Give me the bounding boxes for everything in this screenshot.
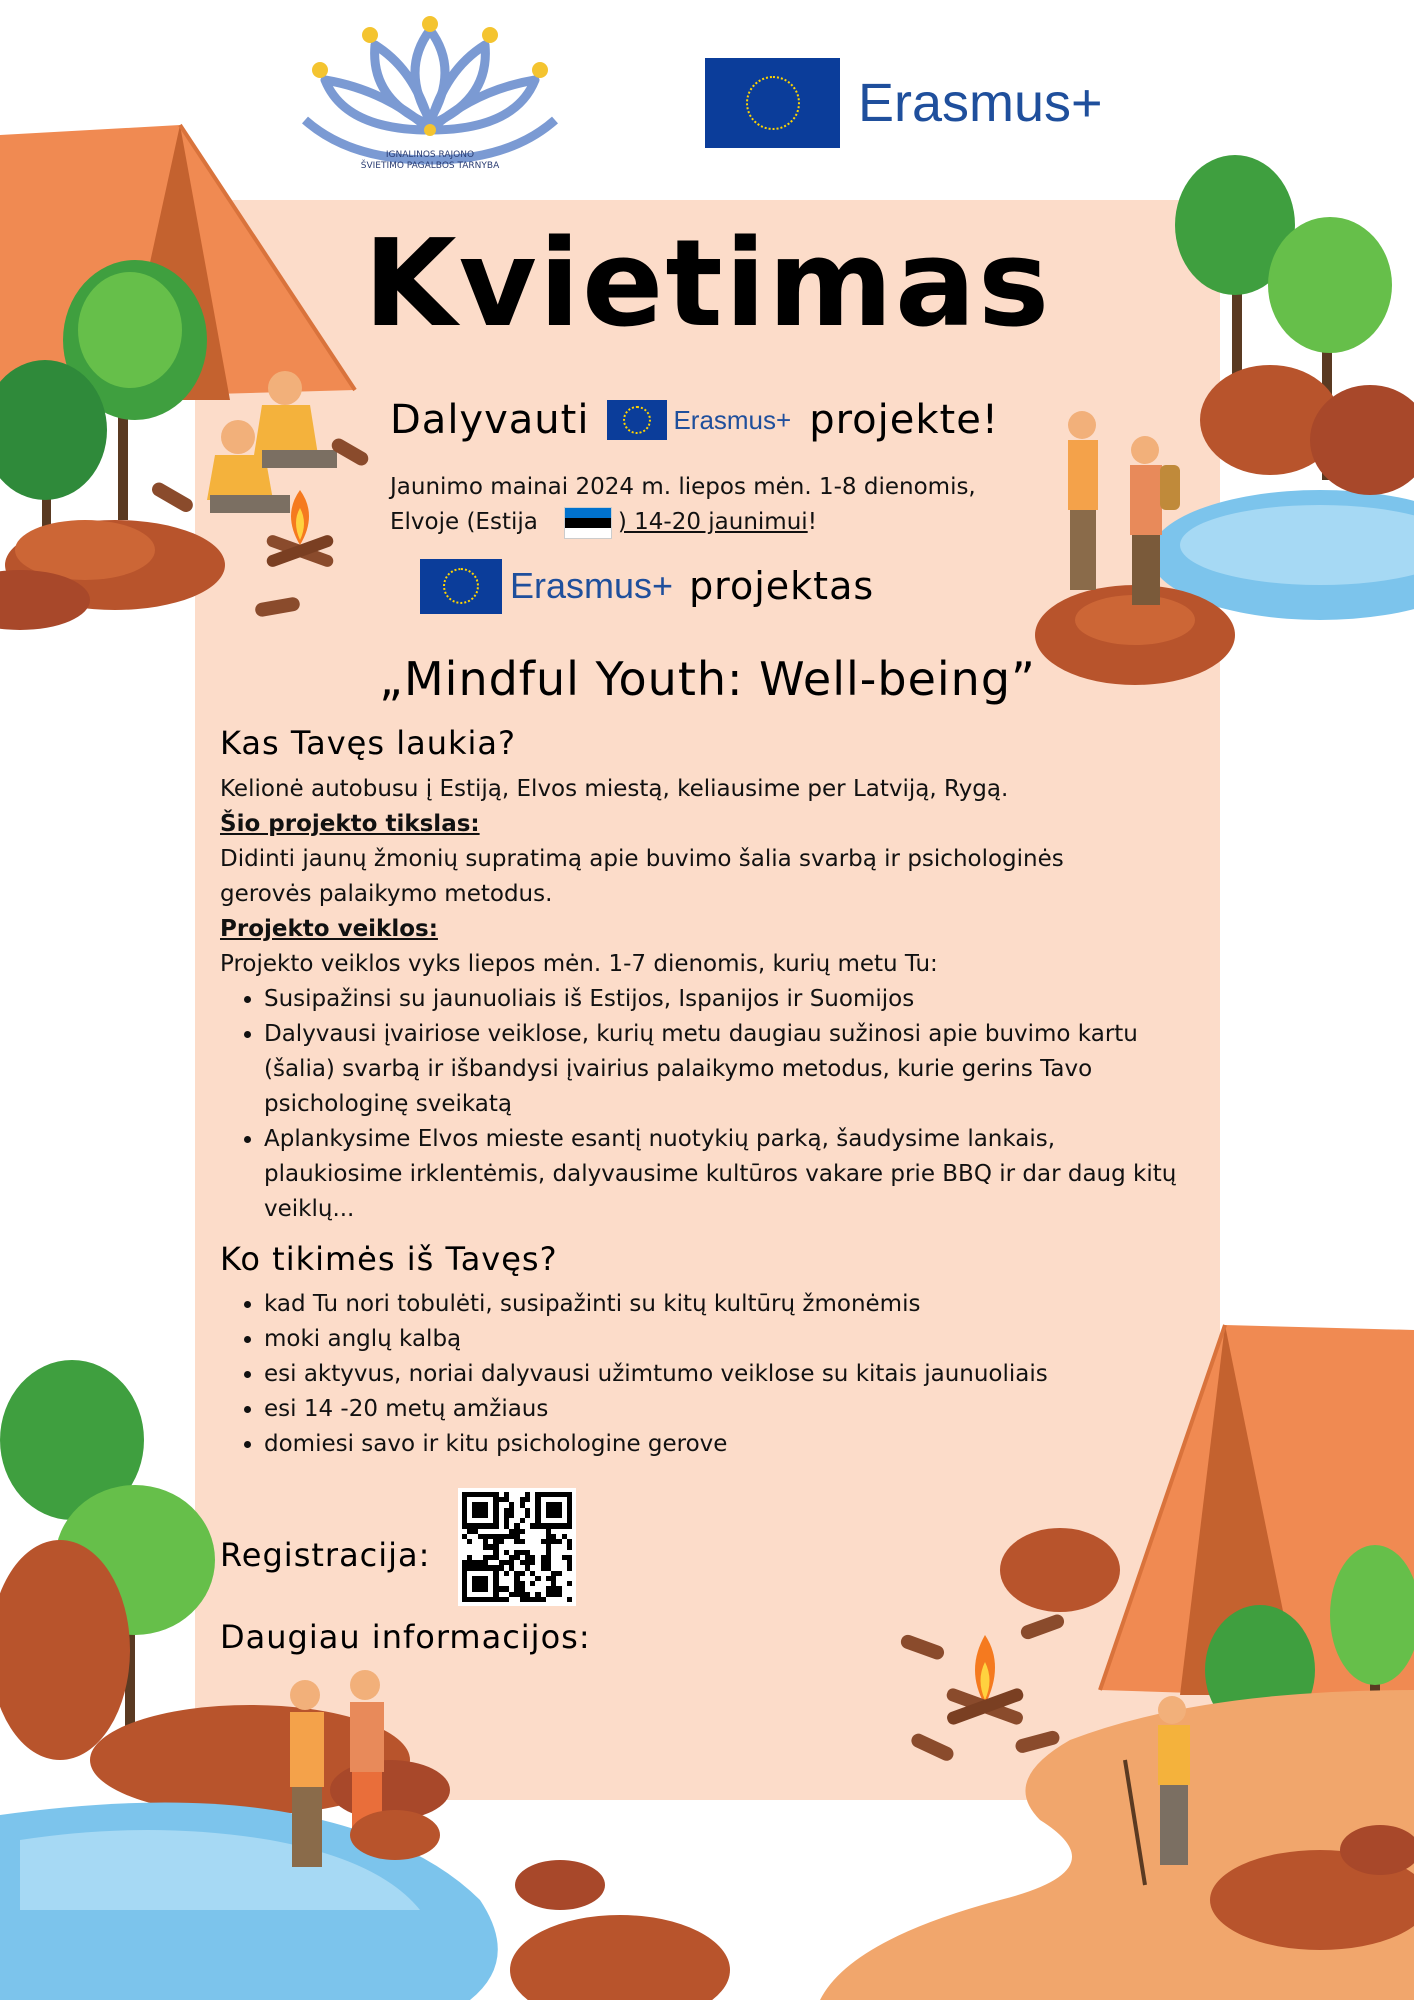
more-info-label: Daugiau informacijos: [220, 1618, 591, 1656]
invite-after: projekte! [809, 397, 999, 443]
registration-label: Registracija: [220, 1536, 431, 1574]
intro-line-1: Jaunimo mainai 2024 m. liepos mėn. 1-8 dienomis, [390, 474, 976, 500]
intro-line-2-start: Elvoje (Estija [390, 509, 538, 535]
goal-label: Šio projekto tikslas: [220, 811, 480, 837]
logo-line-1: IGNALINOS RAJONO [385, 150, 475, 160]
list-item: • esi 14 -20 metų amžiaus [264, 1392, 1200, 1427]
invite-before: Dalyvauti [390, 397, 590, 443]
eu-flag-icon [705, 58, 840, 148]
erasmus-logo-text: Erasmus+ [858, 73, 1103, 133]
erasmus-logo-top [705, 58, 1165, 148]
list-item: • Aplankysime Elvos mieste esantį nuotykių parką, šaudysime lankais, plaukiosime irklentėmis, dalyvausime kultūros vakare prie BBQ ir dar daug kitų veiklų... [264, 1122, 1184, 1227]
expectations-list [220, 1287, 1200, 1462]
activities-label: Projekto veiklos: [220, 916, 438, 942]
ignalina-logo [290, 10, 570, 180]
logo-line-2: ŠVIETIMO PAGALBOS TARNYBA [360, 161, 500, 171]
registration-qr-code[interactable] [458, 1488, 576, 1606]
section1-p1: Kelionė autobusu į Estiją, Elvos miestą, keliausime per Latviją, Rygą. [220, 776, 1009, 802]
goal-text-1: Didinti jaunų žmonių supratimą apie buvimo šalia svarbą ir psichologinės [220, 846, 1064, 872]
list-item: • Dalyvausi įvairiose veiklose, kurių metu daugiau sužinosi apie buvimo kartu (šalia) svarbą ir išbandysi įvairius palaikymo metodus, kurie gerins Tavo psichologinę sveikatą [264, 1017, 1184, 1122]
invite-line [390, 392, 999, 448]
goal-text-2: gerovės palaikymo metodus. [220, 881, 553, 907]
page-title: Kvietimas [363, 215, 1052, 354]
project-brand: Erasmus+ [510, 565, 674, 606]
eu-flag-icon [607, 400, 667, 440]
project-line [420, 556, 874, 616]
activities-list [220, 982, 1184, 1227]
invite-brand: Erasmus+ [673, 404, 792, 435]
list-item: • kad Tu nori tobulėti, susipažinti su kitų kultūrų žmonėmis [264, 1287, 1200, 1322]
list-item: • Susipažinsi su jaunuoliais iš Estijos, Ispanijos ir Suomijos [264, 982, 1184, 1017]
rocks-top-left-illustration [0, 520, 225, 630]
estonia-flag-icon [564, 507, 612, 539]
campfire-bottom-right-illustration [899, 1613, 1066, 1764]
activities-intro: Projekto veiklos vyks liepos mėn. 1-7 dienomis, kurių metu Tu: [220, 951, 938, 977]
section1-body [220, 772, 1200, 1227]
section2-heading: Ko tikimės iš Tavęs? [220, 1240, 558, 1278]
intro-line-2 [390, 505, 1030, 540]
project-label: projektas [689, 564, 875, 608]
intro-line-2-end: ) 14-20 jaunimui [617, 509, 808, 535]
section1-heading: Kas Tavęs laukia? [220, 724, 516, 762]
eu-flag-icon [420, 559, 502, 614]
list-item: • esi aktyvus, noriai dalyvausi užimtumo veiklose su kitais jaunuoliais [264, 1357, 1200, 1392]
list-item: • moki anglų kalbą [264, 1322, 1200, 1357]
section2-body [220, 1287, 1200, 1462]
list-item: • domiesi savo ir kitu psichologine gerove [264, 1427, 1200, 1462]
intro-line-2-bang: ! [807, 509, 817, 535]
intro-text [390, 470, 1030, 540]
project-name: „Mindful Youth: Well-being” [379, 652, 1036, 706]
